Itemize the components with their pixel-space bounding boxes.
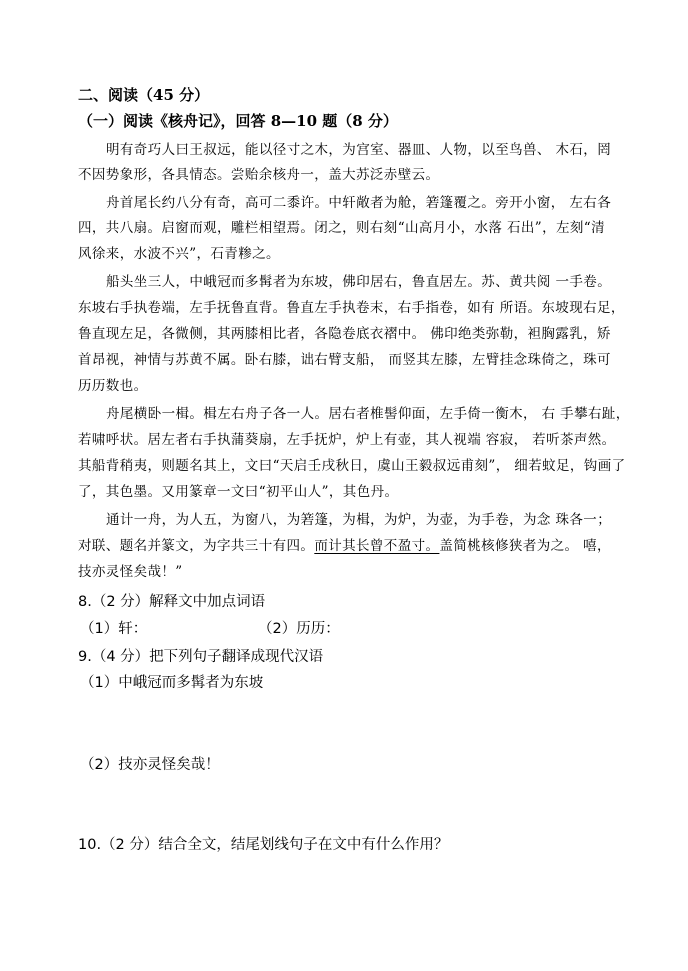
passage-line: 其船背稍夷，则题名其上，文曰“天启壬戌秋日，虞山王毅叔远甫刻”， 细若蚊足，钩画了 [78, 458, 626, 474]
question-9-prompt: 9.（4 分）把下列句子翻译成现代汉语 [78, 649, 324, 665]
section-heading: 二、阅读（45 分） [78, 86, 210, 104]
question-8-item-1: （1）轩： [80, 621, 148, 637]
passage-line: 东坡右手执卷端，左手抚鲁直背。鲁直左手执卷末，右手指卷，如有 所语。东坡现右足， [78, 300, 625, 316]
passage-line: 风徐来，水波不兴”，石青糁之。 [78, 246, 280, 262]
passage-line: 若啸呼状。居左者右手执蒲葵扇，左手抚炉，炉上有壶，其人视端 容寂， 若听茶声然。 [78, 432, 616, 448]
passage-line: 舟首尾长约八分有奇，高可二黍许。中轩敞者为舱，箬篷覆之。旁开小窗， 左右各 [106, 195, 612, 211]
underlined-sentence: 而计其长曾不盈寸。 [314, 538, 440, 554]
passage-line: 历历数也。 [78, 378, 148, 394]
passage-text: 盖简桃核修狭者为之。 嘻， [439, 538, 611, 554]
passage-heading: （一）阅读《核舟记》，回答 8—10 题（8 分） [78, 112, 398, 130]
question-9-item-2: （2）技亦灵怪矣哉！ [80, 757, 220, 773]
passage-line: 不因势象形，各具情态。尝贻余核舟一，盖大苏泛赤壁云。 [78, 167, 440, 183]
question-10-prompt: 10.（2 分）结合全文，结尾划线句子在文中有什么作用？ [78, 837, 449, 853]
passage-line: 船头坐三人，中峨冠而多髯者为东坡，佛印居右，鲁直居左。苏、黄共阅 一手卷。 [106, 274, 612, 290]
passage-text: 对联、题名并篆文，为字共三十有四。 [78, 538, 315, 554]
question-8-prompt: 8.（2 分）解释文中加点词语 [78, 594, 266, 610]
passage-line: 了，其色墨。又用篆章一文曰“初平山人”，其色丹。 [78, 484, 399, 500]
passage-line: 首昂视，神情与苏黄不属。卧右膝，诎右臂支船， 而竖其左膝，左臂挂念珠倚之，珠可 [78, 352, 611, 368]
question-9-item-1: （1）中峨冠而多髯者为东坡 [80, 675, 264, 691]
question-8-item-2: （2）历历： [258, 621, 340, 637]
passage-line-with-underline [78, 534, 611, 554]
passage-line: 技亦灵怪矣哉！” [78, 564, 183, 580]
passage-line: 通计一舟，为人五，为窗八，为箬篷，为楫，为炉，为壶，为手卷，为念 珠各一； [106, 512, 612, 528]
passage-line: 明有奇巧人曰王叔远，能以径寸之木，为宫室、器皿、人物，以至鸟兽、 木石，罔 [106, 142, 612, 158]
passage-line: 四，共八扇。启窗而观，雕栏相望焉。闭之，则右刻“山高月小，水落 石出”，左刻“清 [78, 220, 605, 236]
passage-line: 舟尾横卧一楫。楫左右舟子各一人。居右者椎髻仰面，左手倚一衡木， 右 手攀右趾， [106, 406, 630, 422]
passage-line: 鲁直现左足，各微侧，其两膝相比者，各隐卷底衣褶中。 佛印绝类弥勒，袒胸露乳，矫 [78, 326, 611, 342]
